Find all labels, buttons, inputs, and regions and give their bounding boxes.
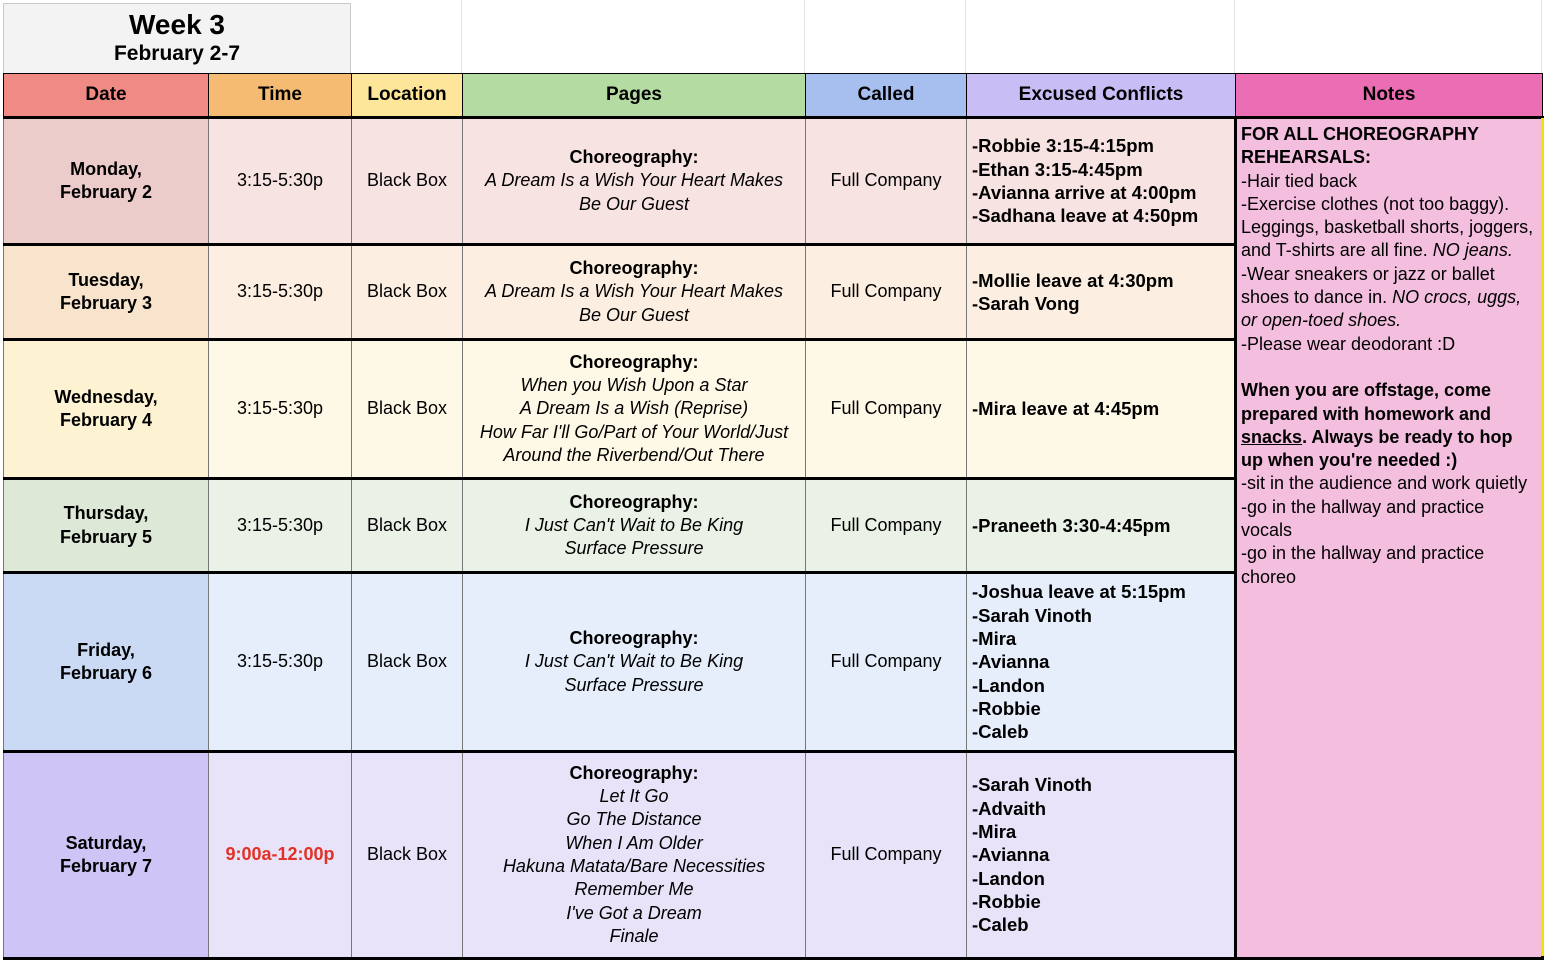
song-title: Let It Go (599, 786, 669, 807)
day-label: Thursday, (63, 503, 149, 524)
conflict-entry: -Caleb (972, 721, 1029, 743)
conflict-entry: -Ethan 3:15-4:45pm (972, 158, 1143, 180)
conflicts-cell[interactable] (967, 573, 1236, 752)
day-date: February 5 (59, 526, 153, 547)
header-row (4, 74, 1543, 118)
rehearsal-schedule-table (3, 73, 1544, 960)
conflict-entry: -Avianna (972, 844, 1050, 866)
grid-column (1235, 0, 1542, 74)
location-cell[interactable]: Black Box (352, 340, 463, 479)
pages-heading: Choreography: (569, 147, 699, 168)
week-title: Week 3 (129, 9, 225, 40)
called-cell[interactable]: Full Company (806, 245, 967, 340)
header-time[interactable]: Time (209, 74, 352, 118)
header-date[interactable]: Date (4, 74, 209, 118)
called-cell[interactable]: Full Company (806, 752, 967, 959)
conflict-entry: -Robbie 3:15-4:15pm (972, 135, 1154, 157)
grid-column (351, 0, 462, 74)
conflict-entry: -Landon (972, 674, 1045, 696)
conflict-entry: -Robbie (972, 697, 1041, 719)
day-date: February 3 (59, 293, 153, 313)
notes-option: -sit in the audience and work quietly (1241, 473, 1528, 494)
time-cell[interactable]: 3:15-5:30p (209, 118, 352, 245)
day-date: February 7 (59, 856, 153, 876)
song-title: Go The Distance (566, 809, 702, 830)
location-cell[interactable]: Black Box (352, 479, 463, 573)
pages-cell[interactable] (463, 479, 806, 573)
conflict-entry: -Sarah Vinoth (972, 604, 1092, 626)
notes-cell[interactable] (1236, 118, 1543, 959)
header-excused-conflicts[interactable]: Excused Conflicts (967, 74, 1236, 118)
time-cell[interactable]: 3:15-5:30p (209, 340, 352, 479)
notes-deodorant: -Please wear deodorant :D (1241, 333, 1456, 354)
grid-column (462, 0, 805, 74)
song-title: Hakuna Matata/Bare Necessities (502, 856, 766, 876)
notes-hair: -Hair tied back (1241, 170, 1358, 191)
date-cell[interactable] (4, 245, 209, 340)
conflict-entry: -Sadhana leave at 4:50pm (972, 205, 1199, 227)
conflict-entry: -Mira leave at 4:45pm (972, 398, 1160, 420)
grid-column (805, 0, 966, 74)
song-title: Surface Pressure (564, 674, 704, 695)
song-title: I Just Can't Wait to Be King (524, 514, 744, 535)
pages-cell[interactable] (463, 340, 806, 479)
song-title: Be Our Guest (578, 304, 690, 325)
day-date: February 6 (59, 663, 153, 683)
song-title: Remember Me (574, 879, 694, 900)
header-notes[interactable]: Notes (1236, 74, 1543, 118)
conflict-entry: -Sarah Vinoth (972, 774, 1092, 796)
time-cell[interactable]: 9:00a-12:00p (209, 752, 352, 959)
conflict-entry: -Praneeth 3:30-4:45pm (972, 514, 1171, 536)
conflicts-cell[interactable] (967, 479, 1236, 573)
header-location[interactable]: Location (352, 74, 463, 118)
conflicts-cell[interactable] (967, 340, 1236, 479)
pages-heading: Choreography: (569, 491, 699, 512)
called-cell[interactable]: Full Company (806, 573, 967, 752)
location-cell[interactable]: Black Box (352, 118, 463, 245)
time-cell[interactable]: 3:15-5:30p (209, 245, 352, 340)
pages-heading: Choreography: (569, 628, 699, 649)
conflicts-cell[interactable] (967, 245, 1236, 340)
day-date: February 4 (59, 410, 153, 430)
conflict-entry: -Avianna (972, 651, 1050, 673)
conflict-entry: -Advaith (972, 797, 1046, 819)
song-title: I Just Can't Wait to Be King (524, 651, 744, 672)
date-cell[interactable] (4, 573, 209, 752)
conflict-entry: -Mollie leave at 4:30pm (972, 269, 1174, 291)
notes-no-shoes: NO crocs, uggs, or open-toed shoes. (1241, 287, 1522, 331)
notes-option: -go in the hallway and practice vocals (1241, 496, 1485, 541)
conflict-entry: -Avianna arrive at 4:00pm (972, 182, 1197, 203)
pages-cell[interactable] (463, 118, 806, 245)
song-title: When you Wish Upon a Star (520, 375, 748, 396)
time-cell[interactable]: 3:15-5:30p (209, 573, 352, 752)
conflict-entry: -Sarah Vong (972, 293, 1080, 314)
notes-offstage-b: . Always be ready to hop up when you're needed :) (1241, 426, 1513, 471)
pages-cell[interactable] (463, 573, 806, 752)
song-title: When I Am Older (565, 832, 703, 853)
called-cell[interactable]: Full Company (806, 118, 967, 245)
song-title: I've Got a Dream (566, 902, 702, 923)
song-title: Around the Riverbend/Out There (503, 444, 765, 465)
song-title: A Dream Is a Wish (Reprise) (519, 398, 749, 419)
conflict-entry: -Mira (972, 821, 1017, 843)
header-pages[interactable]: Pages (463, 74, 806, 118)
day-label: Tuesday, (68, 269, 144, 290)
conflict-entry: -Caleb (972, 914, 1029, 936)
pages-cell[interactable] (463, 752, 806, 959)
conflict-entry: -Mira (972, 628, 1017, 650)
conflict-entry: -Joshua leave at 5:15pm (972, 581, 1186, 603)
notes-heading: FOR ALL CHOREOGRAPHY REHEARSALS: (1241, 124, 1479, 168)
song-title: Be Our Guest (578, 193, 690, 214)
day-date: February 2 (59, 182, 153, 202)
song-title: Finale (609, 925, 659, 946)
day-label: Saturday, (65, 832, 147, 853)
song-title: How Far I'll Go/Part of Your World/Just (479, 421, 789, 442)
notes-offstage-snacks: snacks (1241, 426, 1303, 447)
location-cell[interactable]: Black Box (352, 752, 463, 959)
pages-heading: Choreography: (569, 762, 699, 783)
conflict-entry: -Robbie (972, 890, 1041, 912)
date-cell[interactable] (4, 479, 209, 573)
grid-column (966, 0, 1235, 74)
notes-clothes: -Exercise clothes (not too baggy). Leggings, basketball shorts, joggers, and T-shirts are all fine. (1241, 193, 1534, 261)
notes-option: -go in the hallway and practice choreo (1241, 543, 1485, 587)
conflicts-cell[interactable] (967, 752, 1236, 959)
pages-cell[interactable] (463, 245, 806, 340)
location-cell[interactable]: Black Box (352, 573, 463, 752)
notes-no-jeans: NO jeans. (1432, 240, 1513, 261)
week-title-cell[interactable] (3, 3, 351, 74)
week-dates: February 2-7 (113, 42, 241, 65)
day-label: Friday, (77, 639, 135, 660)
song-title: A Dream Is a Wish Your Heart Makes (485, 170, 783, 191)
day-label: Wednesday, (54, 386, 158, 407)
song-title: Surface Pressure (564, 538, 704, 559)
conflict-entry: -Landon (972, 867, 1045, 889)
selection-edge-marker (1541, 118, 1544, 956)
called-cell[interactable]: Full Company (806, 479, 967, 573)
conflicts-cell[interactable] (967, 118, 1236, 245)
pages-heading: Choreography: (569, 258, 699, 279)
header-called[interactable]: Called (806, 74, 967, 118)
date-cell[interactable] (4, 118, 209, 245)
schedule-row (4, 118, 1543, 245)
date-cell[interactable] (4, 752, 209, 959)
song-title: A Dream Is a Wish Your Heart Makes (485, 281, 783, 302)
time-cell[interactable]: 3:15-5:30p (209, 479, 352, 573)
day-label: Monday, (70, 158, 142, 179)
date-cell[interactable] (4, 340, 209, 479)
pages-heading: Choreography: (569, 351, 699, 372)
called-cell[interactable]: Full Company (806, 340, 967, 479)
notes-offstage-a: When you are offstage, come prepared with homework and (1241, 380, 1492, 424)
notes-shoes: -Wear sneakers or jazz or ballet shoes to dance in. (1241, 263, 1495, 308)
location-cell[interactable]: Black Box (352, 245, 463, 340)
